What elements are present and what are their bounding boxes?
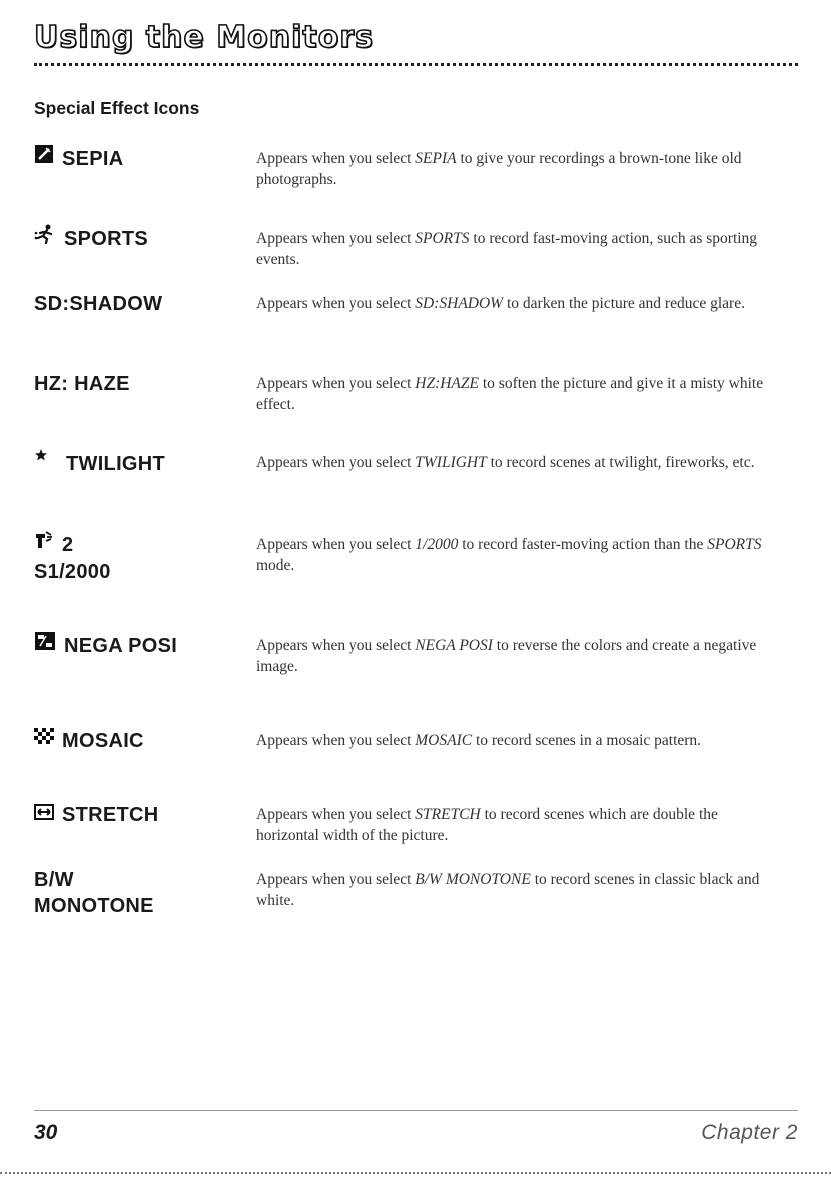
effect-label (34, 728, 249, 755)
effect-description: Appears when you select MOSAIC to record scenes in a mosaic pattern. (256, 732, 702, 749)
footer-divider (34, 1110, 798, 1111)
shutter-icon (34, 530, 54, 557)
twilight-icon (34, 448, 58, 477)
effect-description: Appears when you select HZ:HAZE to soften the picture and give it a misty white effect. (256, 375, 764, 413)
page-number: 30 (34, 1121, 58, 1144)
page-header-title: Using the Monitors (34, 20, 374, 55)
effect-description: Appears when you select TWILIGHT to record scenes at twilight, fireworks, etc. (256, 454, 755, 471)
effect-label-text: MOSAIC (62, 730, 144, 752)
header-divider (34, 63, 798, 66)
effect-label (34, 450, 249, 479)
nega-posi-icon (34, 631, 56, 658)
effect-description: Appears when you select STRETCH to record scenes which are double the horizontal width of the picture. (256, 806, 718, 844)
effect-label-text: STRETCH (62, 804, 159, 826)
effect-description: Appears when you select NEGA POSI to reverse the colors and create a negative image. (256, 637, 757, 675)
stretch-icon (34, 801, 54, 827)
effect-label-text: TWILIGHT (66, 452, 166, 475)
effect-label-text-secondary: S1/2000 (34, 561, 111, 584)
section-title: Special Effect Icons (34, 98, 200, 118)
effect-label (34, 146, 249, 173)
chapter-label: Chapter 2 (701, 1121, 798, 1144)
effect-label (34, 291, 249, 317)
effect-label-text: SEPIA (62, 148, 124, 170)
effect-label (34, 532, 249, 585)
effect-label (34, 633, 249, 660)
effect-label-text: SPORTS (64, 228, 149, 250)
sports-icon (34, 224, 56, 251)
effect-label-text: NEGA POSI (64, 635, 178, 657)
effect-label (34, 226, 249, 253)
page-bottom-edge (0, 1172, 831, 1174)
effect-label-text: HZ: HAZE (34, 373, 130, 395)
effect-label-text: B/W (34, 869, 74, 891)
effect-label-text: SD:SHADOW (34, 293, 163, 315)
effect-label (34, 371, 249, 397)
effect-description: Appears when you select SEPIA to give your recordings a brown-tone like old photographs. (256, 150, 742, 188)
effect-label (34, 867, 249, 919)
sepia-icon (34, 144, 54, 171)
mosaic-icon (34, 727, 54, 753)
effect-label (34, 802, 249, 829)
effect-description: Appears when you select 1/2000 to record faster-moving action than the SPORTS mode. (256, 536, 762, 574)
effect-description: Appears when you select SPORTS to record fast-moving action, such as sporting events. (256, 230, 758, 268)
effect-description: Appears when you select B/W MONOTONE to record scenes in classic black and white. (256, 871, 760, 909)
effect-description: Appears when you select SD:SHADOW to darken the picture and reduce glare. (256, 295, 745, 312)
effect-label-text: 2 (62, 534, 74, 556)
effect-label-text-secondary: MONOTONE (34, 895, 154, 917)
